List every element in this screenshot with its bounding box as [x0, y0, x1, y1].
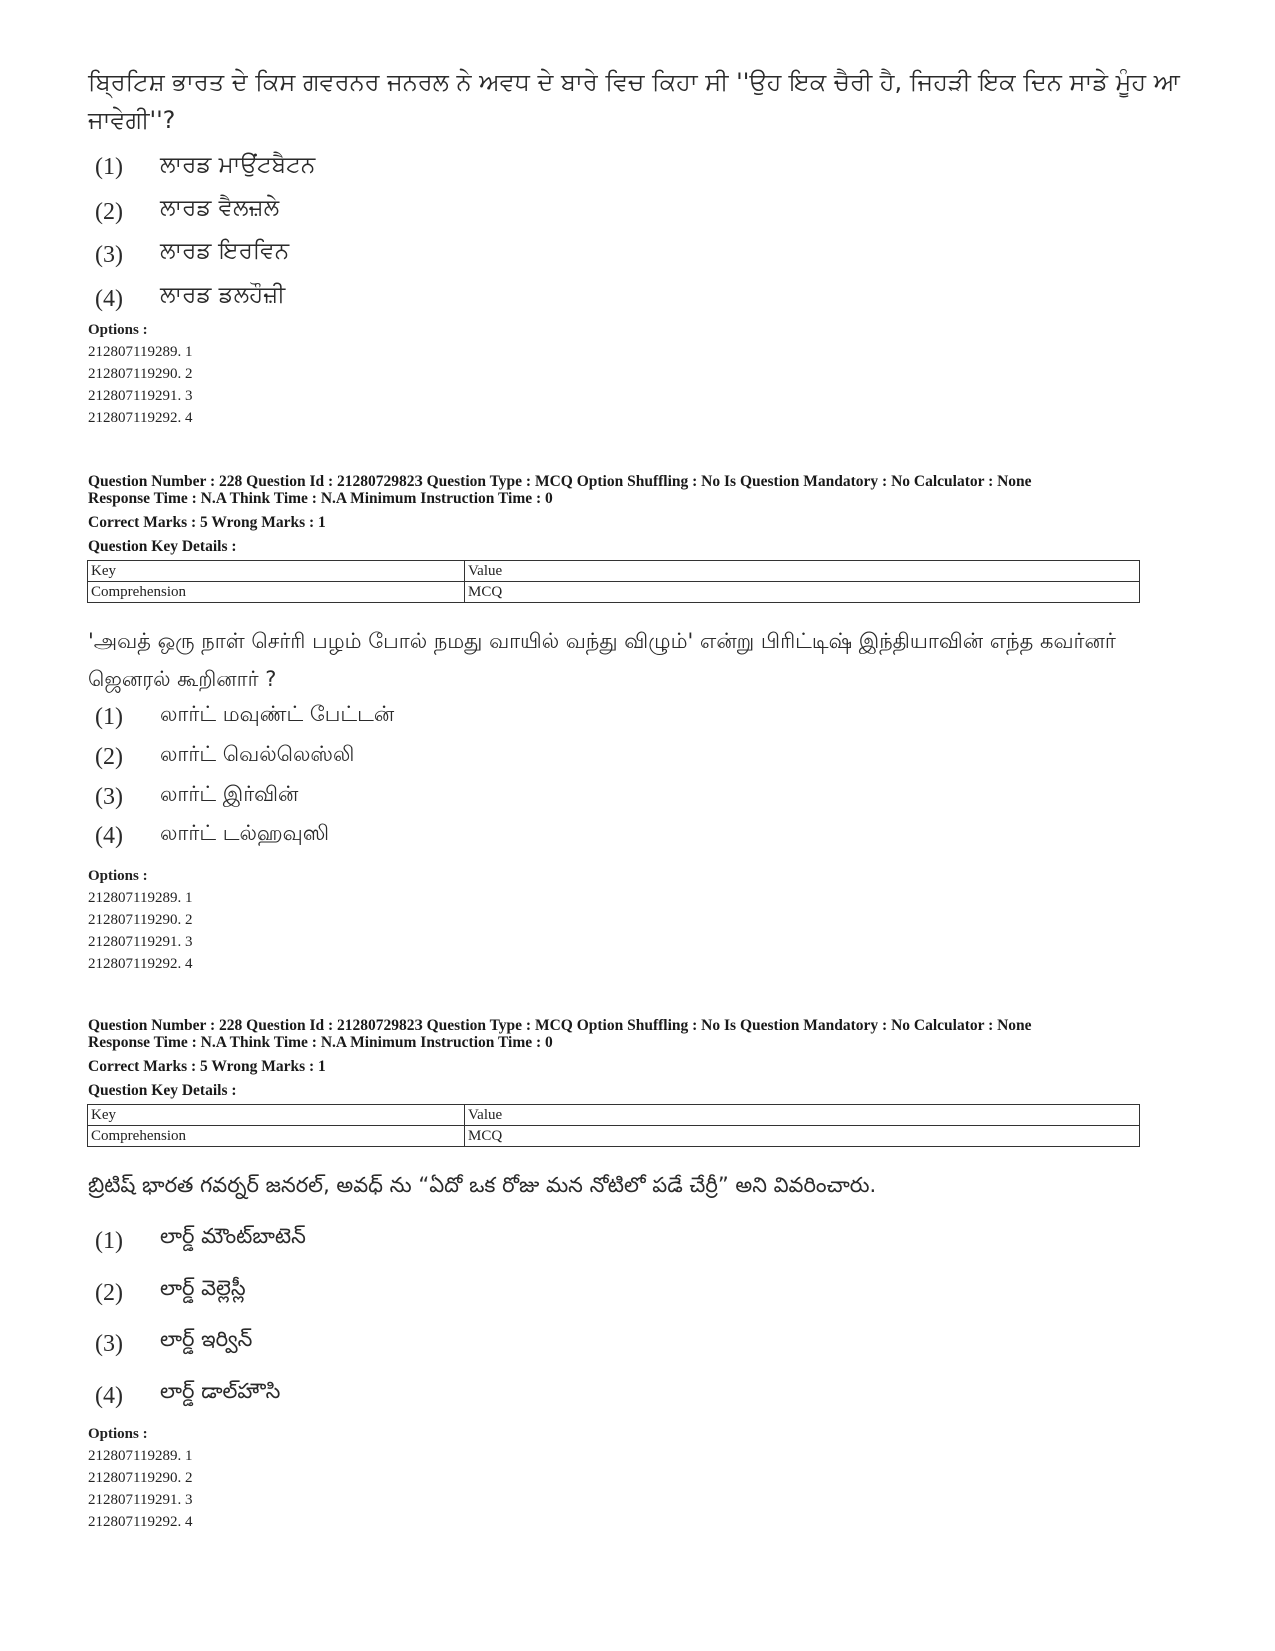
key-header: Key	[88, 1105, 465, 1126]
marks-info: Correct Marks : 5 Wrong Marks : 1	[88, 1058, 326, 1075]
key-cell: Comprehension	[88, 1126, 465, 1147]
key-table	[87, 1104, 1140, 1147]
option-text: ਲਾਰਡ ਡਲਹੌਜ਼ੀ	[160, 282, 286, 308]
key-header: Key	[88, 561, 465, 582]
option-number: (4)	[95, 823, 123, 849]
option-number: (3)	[95, 1331, 123, 1357]
option-text: ਲਾਰਡ ਇਰਵਿਨ	[160, 238, 290, 264]
option-number: (1)	[95, 1228, 123, 1254]
option-number: (1)	[95, 704, 123, 730]
key-table	[87, 560, 1140, 603]
value-cell: MCQ	[465, 1126, 1140, 1147]
options-label: Options :	[88, 868, 148, 884]
option-id: 212807119289. 1	[88, 344, 193, 360]
option-id: 212807119292. 4	[88, 1514, 193, 1530]
question-text: బ్రిటిష్ భారత గవర్నర్ జనరల్, అవధ్ ను “ఏదో ఒక రోజు మన నోటిలో పడే చేర్రీ” అని వివరించారు.	[88, 1173, 877, 1197]
option-id: 212807119291. 3	[88, 1492, 193, 1508]
option-id: 212807119290. 2	[88, 912, 193, 928]
option-id: 212807119291. 3	[88, 388, 193, 404]
option-number: (4)	[95, 286, 123, 312]
question-meta: Response Time : N.A Think Time : N.A Minimum Instruction Time : 0	[88, 490, 553, 507]
option-text: లార్డ్ వెల్లెస్లీ	[160, 1276, 246, 1300]
option-id: 212807119290. 2	[88, 366, 193, 382]
key-details-label: Question Key Details :	[88, 1082, 237, 1099]
options-label: Options :	[88, 1426, 148, 1442]
question-text: 'அவத் ஒரு நாள் செர்ரி பழம் போல் நமது வாயில் வந்து விழும்' என்று பிரிட்டிஷ் இந்தியாவின் எந்த கவர்னர் ஜெனரல் கூறினார் ?	[88, 629, 1116, 691]
value-header: Value	[465, 1105, 1140, 1126]
option-id: 212807119289. 1	[88, 1448, 193, 1464]
option-number: (1)	[95, 154, 123, 180]
option-text: லார்ட் டல்ஹவுஸி	[160, 821, 330, 845]
option-number: (3)	[95, 784, 123, 810]
option-id: 212807119292. 4	[88, 410, 193, 426]
key-cell: Comprehension	[88, 582, 465, 603]
value-cell: MCQ	[465, 582, 1140, 603]
value-header: Value	[465, 561, 1140, 582]
question-text: ਬ੍ਰਿਟਿਸ਼ ਭਾਰਤ ਦੇ ਕਿਸ ਗਵਰਨਰ ਜਨਰਲ ਨੇ ਅਵਧ ਦੇ ਬਾਰੇ ਵਿਚ ਕਿਹਾ ਸੀ ''ਉਹ ਇਕ ਚੈਰੀ ਹੈ, ਜਿਹੜੀ ਇਕ ਦਿਨ ਸਾਡੇ ਮੂੰਹ ਆ ਜਾਵੇਗੀ''?	[88, 68, 1180, 134]
option-number: (4)	[95, 1383, 123, 1409]
options-label: Options :	[88, 322, 148, 338]
option-id: 212807119292. 4	[88, 956, 193, 972]
option-text: లార్డ్ డాల్‌హౌసి	[160, 1379, 281, 1403]
option-id: 212807119290. 2	[88, 1470, 193, 1486]
option-number: (2)	[95, 199, 123, 225]
option-text: ਲਾਰਡ ਵੈਲਜ਼ਲੇ	[160, 195, 280, 221]
option-text: லார்ட் வெல்லெஸ்லி	[160, 742, 355, 766]
option-text: லார்ட் இர்வின்	[160, 782, 299, 806]
option-text: లార్డ్ ఇర్విన్	[160, 1327, 253, 1351]
option-id: 212807119291. 3	[88, 934, 193, 950]
option-text: ਲਾਰਡ ਮਾਉਂਟਬੈਟਨ	[160, 152, 316, 178]
option-number: (2)	[95, 744, 123, 770]
question-meta: Response Time : N.A Think Time : N.A Minimum Instruction Time : 0	[88, 1034, 553, 1051]
option-number: (2)	[95, 1280, 123, 1306]
option-number: (3)	[95, 242, 123, 268]
marks-info: Correct Marks : 5 Wrong Marks : 1	[88, 514, 326, 531]
question-meta: Question Number : 228 Question Id : 2128072982З Question Type : MCQ Option Shuffling : No Is Question Mandatory : No Calculator : None	[88, 473, 1032, 490]
option-text: లార్డ్ మౌంట్‌బాటెన్	[160, 1224, 306, 1248]
option-text: லார்ட் மவுண்ட் பேட்டன்	[160, 702, 395, 726]
question-meta: Question Number : 228 Question Id : 2128072982З Question Type : MCQ Option Shuffling : No Is Question Mandatory : No Calculator : None	[88, 1017, 1032, 1034]
key-details-label: Question Key Details :	[88, 538, 237, 555]
option-id: 212807119289. 1	[88, 890, 193, 906]
